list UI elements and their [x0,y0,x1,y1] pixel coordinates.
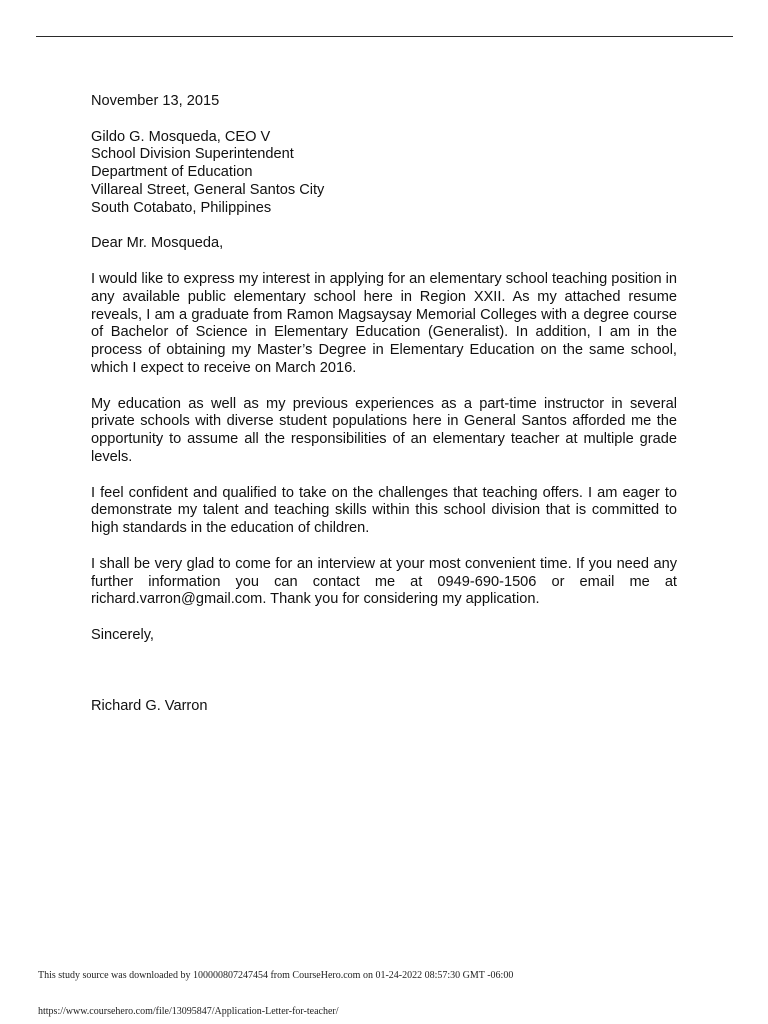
letter-date: November 13, 2015 [91,93,220,109]
signature-name: Richard G. Varron [91,697,208,714]
recipient-region: South Cotabato, Philippines [91,199,272,216]
download-source-note: This study source was downloaded by 100000807247454 from CourseHero.com on 01-24-2022 08:57:30 GMT -06:00 [38,970,514,981]
recipient-address [91,129,677,218]
paragraph-qualifications: I feel confident and qualified to take on the challenges that teaching offers. I am eager to demonstrate my talent and teaching skills within this school division that is committed to high standards in the education of children. [91,484,677,537]
salutation: Dear Mr. Mosqueda, [91,235,224,252]
recipient-organization: Department of Education [91,164,253,181]
paragraph-experience: My education as well as my previous experiences as a part-time instructor in several private schools with diverse student populations here in General Santos afforded me the opportunity to assume all the responsibilities of an elementary teacher at multiple grade levels. [91,395,677,465]
paragraph-interest: I would like to express my interest in applying for an elementary school teaching position in any available public elementary school here in Region XXII. As my attached resume reveals, I am a graduate from Ramon Magsaysay Memorial Colleges with a degree course of Bachelor of Science in Elementary Education (Generalist). In addition, I am in the process of obtaining my Master’s Degree in Elementary Education on the same school, which I expect to receive on March 2016. [91,270,677,376]
top-divider [36,36,733,37]
closing: Sincerely, [91,626,154,643]
paragraph-contact: I shall be very glad to come for an interview at your most convenient time. If you need any further information you can contact me at 0949-690-1506 or email me at richard.varron@gmail.com. Thank you for considering my application. [91,555,677,608]
recipient-title: School Division Superintendent [91,146,294,163]
letter-body [91,93,677,716]
source-url[interactable]: https://www.coursehero.com/file/13095847/Application-Letter-for-teacher/ [38,1006,339,1017]
recipient-street: Villareal Street, General Santos City [91,181,325,198]
recipient-name: Gildo G. Mosqueda, CEO V [91,128,271,145]
